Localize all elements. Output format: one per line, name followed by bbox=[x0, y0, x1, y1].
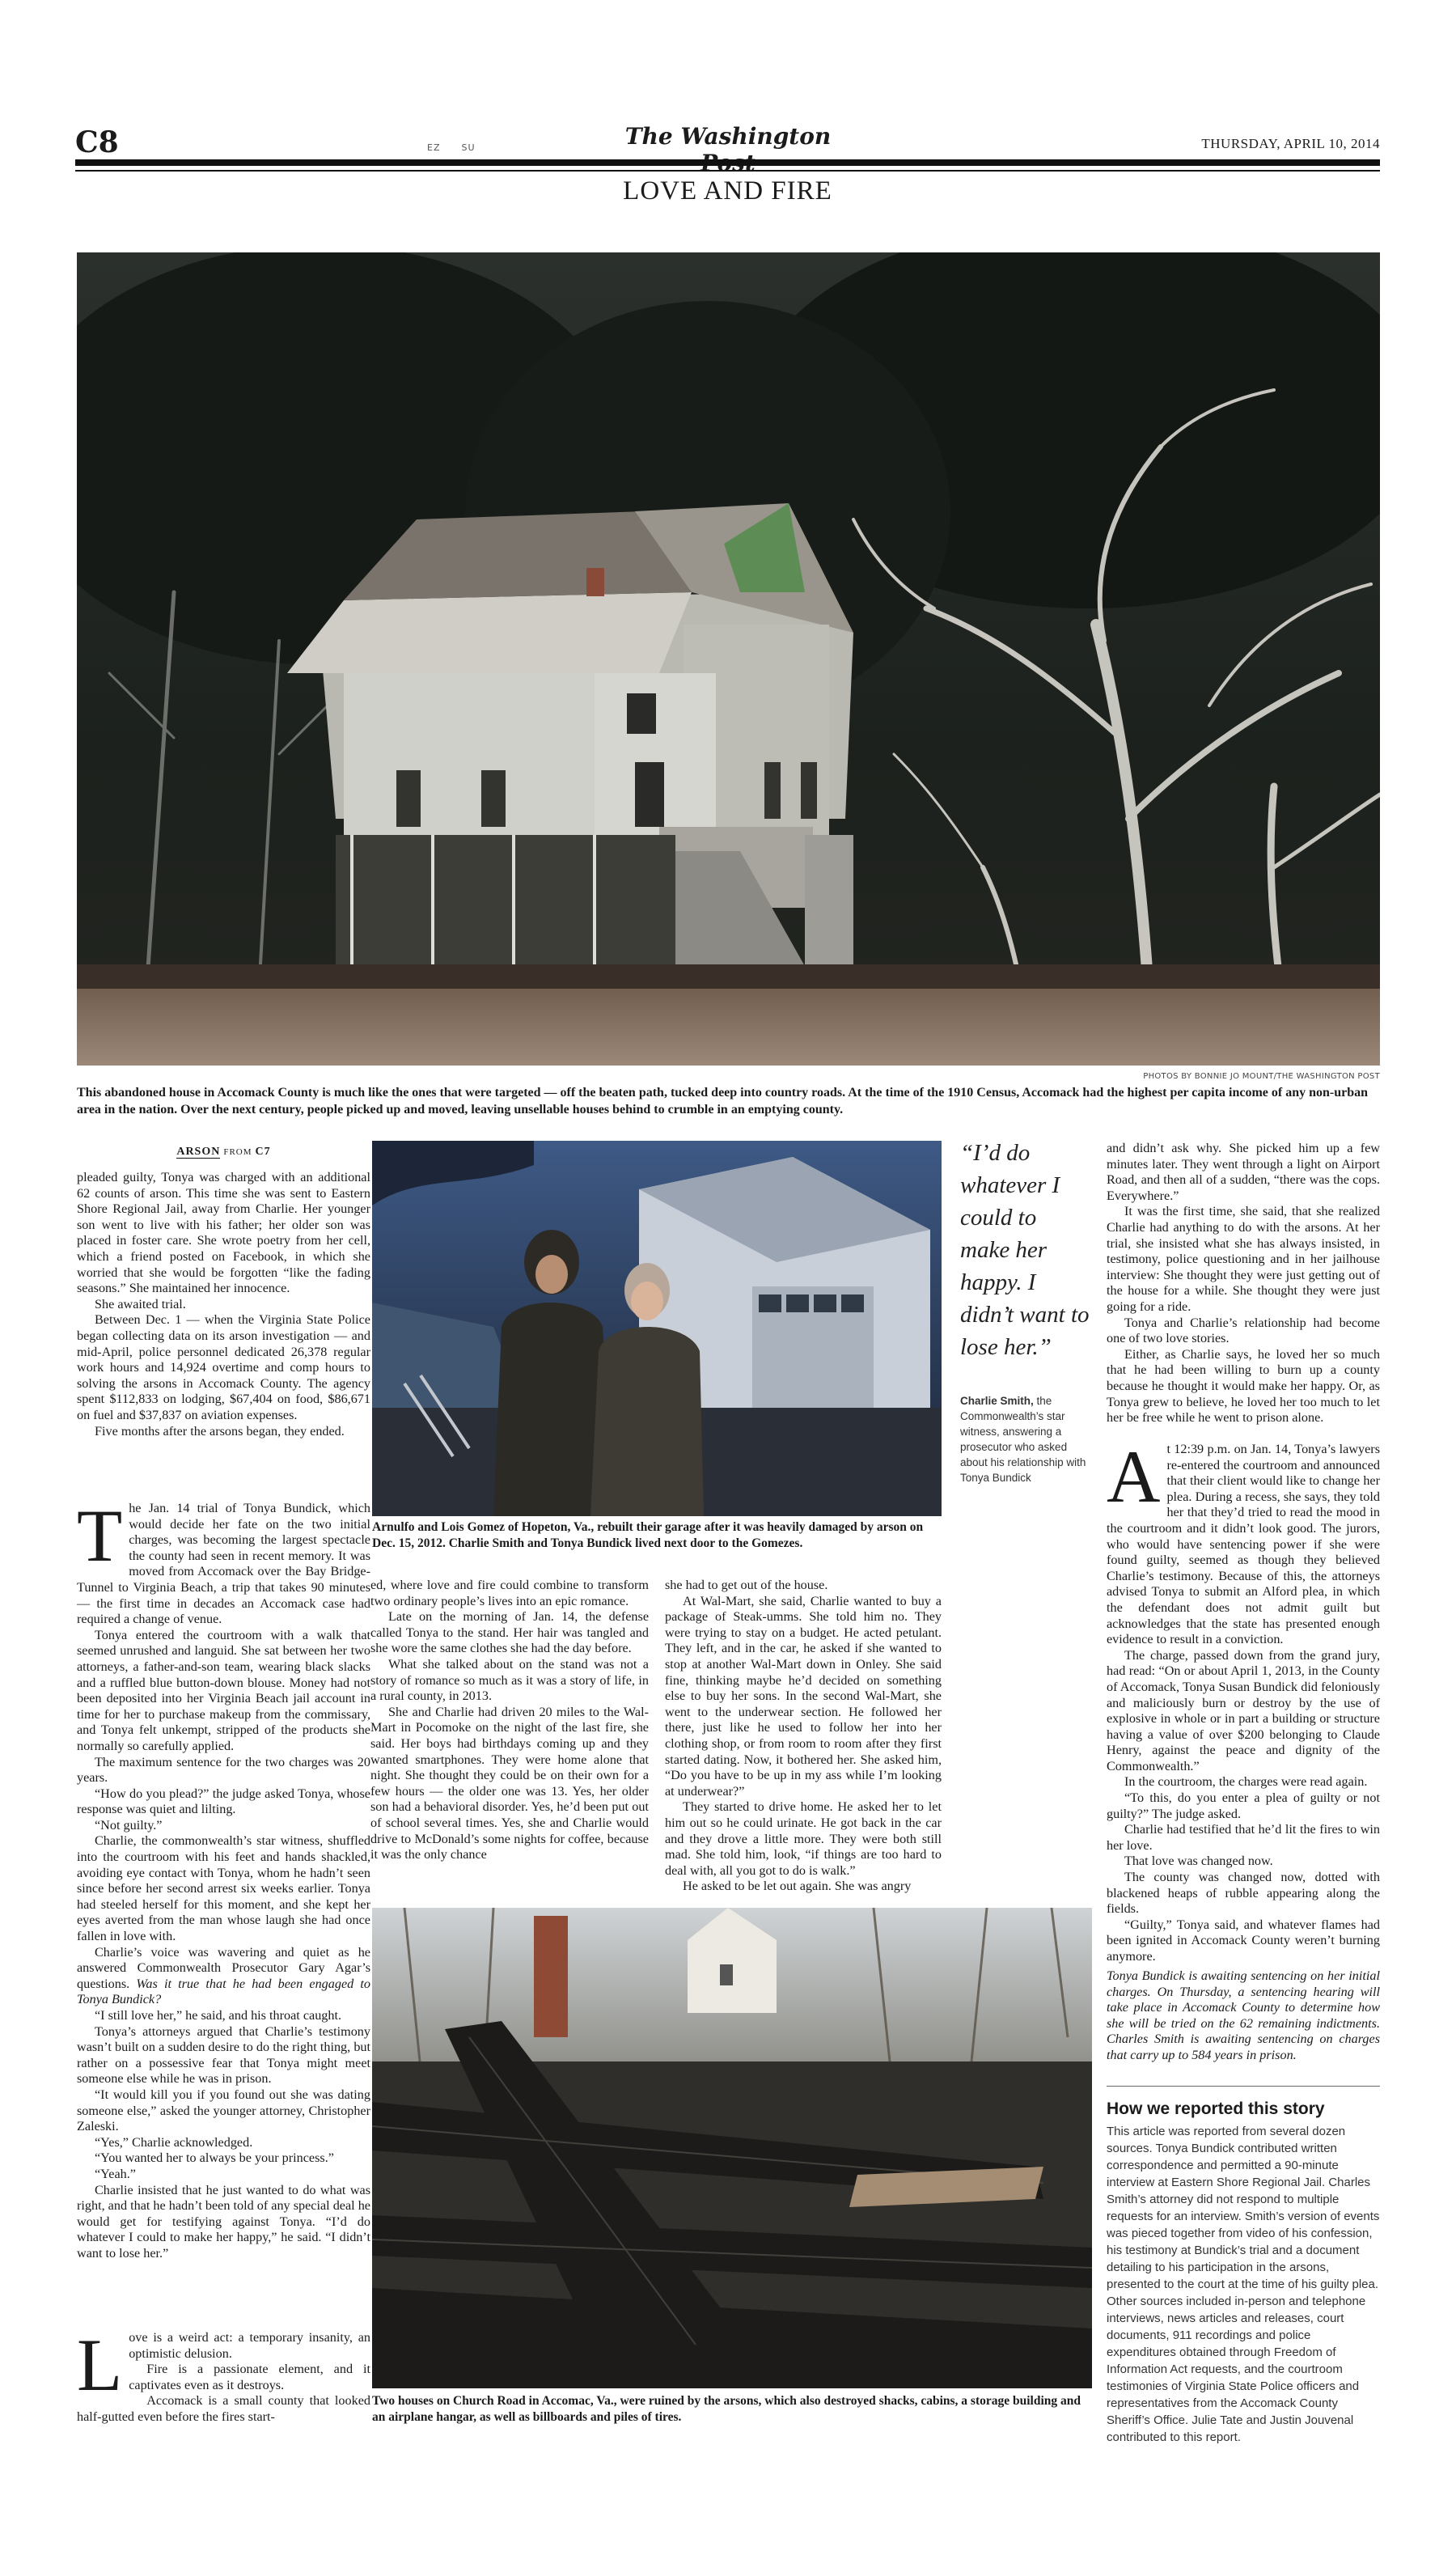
photo-gomez-couple bbox=[372, 1141, 942, 1516]
sentencing-note: Tonya Bundick is awaiting sentencing on her initial charges. On Thursday, a sentencing hearing will take place in Accomack County to determine how she will be tried on the 62 remaining indictments. Charles Smith is awaiting sentencing on charges that carry up to 584 years in prison. bbox=[1107, 1968, 1380, 2062]
jump-word: FROM bbox=[223, 1147, 252, 1157]
paragraph: t 12:39 p.m. on Jan. 14, Tonya’s lawyers re-entered the courtroom and announced that their client would like to change her plea. During a recess, she says, they told her that they’d tried to read the mood in the courtroom and it didn’t look good. The jurors, who would have sentencing power if she were found guilty, seemed as though they believed Charlie’s testimony. Because of this, the attorneys advised Tonya to submit an Alford plea, in which the defendant does not admit guilt but acknowledges that the state has presented enough evidence to result in a conviction. bbox=[1107, 1442, 1380, 1647]
paragraph: Tonya and Charlie’s relationship had become one of two love stories. bbox=[1107, 1315, 1380, 1346]
paragraph: They started to drive home. He asked her to let him out so he could urinate. He got back in the car and they drove a little more. They were both still mad. She told him, look, “if things are too hard to deal with, all you got to do is walk.” bbox=[665, 1799, 942, 1878]
header-rule-thick bbox=[75, 159, 1380, 166]
paragraph: She and Charlie had driven 20 miles to the Wal-Mart in Pocomoke on the night of the last fire, she said. Her boys had birthdays coming up and they wanted smartphones. They were home alone that night. She thought they could be on their own for a few hours — the older one was 13. Yes, her older son had a behavioral disorder. Yes, he’d been put out of school several times. Yes, she and Charlie would drive to McDonald’s some nights for coffee, because it was the only chance bbox=[370, 1704, 649, 1862]
paragraph: and didn’t ask why. She picked him up a few minutes later. They went through a light on Airport Road, and then all of a sudden, “there was the cops. Everywhere.” bbox=[1107, 1141, 1380, 1203]
paragraph: Tonya entered the courtroom with a walk that seemed unrushed and languid. She sat between her two attorneys, a father-and-son team, wearing black slacks and a ruffled blue button-down blouse. Money had not been deposited into her Virginia Beach jail account in time for her to purchase makeup from the commissary, and Tonya felt unkempt, stripped of the products she normally so carefully applied. bbox=[77, 1627, 370, 1753]
pull-quote-desc: the Commonwealth’s star witness, answering a prosecutor who asked about his relationship with Tonya Bundick bbox=[960, 1395, 1086, 1484]
article-col3 bbox=[665, 1578, 942, 1895]
zone-ez: EZ bbox=[427, 142, 441, 153]
paragraph: Charlie’s voice was wavering and quiet as he answered Commonwealth Prosecutor Gary Agar’s questions. bbox=[77, 1944, 370, 1991]
paragraph: pleaded guilty, Tonya was charged with an additional 62 counts of arson. This time she was sent to Eastern Shore Regional Jail, away from Charlie. Her younger son went to live with his father; her older son was placed in foster care. She wrote poetry from her cell, which a friend posted on Facebook, in which she worried that she would be forgotten “like the fading seasons.” She maintained her innocence. bbox=[77, 1170, 370, 1296]
how-we-reported-heading: How we reported this story bbox=[1107, 2100, 1325, 2118]
paragraph: Charlie insisted that he just wanted to do what was right, and that he hadn’t been told of any special deal he would get for testifying against Tonya. “I’d do whatever I could to make her happy,” he said. “I didn’t want to lose her.” bbox=[77, 2182, 370, 2261]
paragraph: He asked to be let out again. She was angry bbox=[683, 1879, 912, 1894]
hero-caption: This abandoned house in Accomack County is much like the ones that were targeted — off the beaten path, tucked deep into country roads. At the time of the 1910 Census, Accomack had the highest per capita income of any non-urban area in the nation. Over the next century, people picked up and moved, leaving unsellable houses behind to crumble in an emptying county. bbox=[77, 1086, 1369, 1117]
paragraph: In the courtroom, the charges were read again. bbox=[1124, 1774, 1368, 1790]
paragraph: “Not guilty.” bbox=[95, 1817, 163, 1833]
paragraph: Charlie had testified that he’d lit the fires to win her love. bbox=[1107, 1822, 1380, 1853]
article-col4-plea bbox=[1107, 1435, 1380, 1965]
article-col4-top bbox=[1107, 1141, 1380, 1426]
divider bbox=[1107, 2086, 1380, 2087]
zone-su: SU bbox=[461, 142, 476, 153]
paragraph: “It would kill you if you found out she was dating someone else,” asked the younger attorney, Christopher Zaleski. bbox=[77, 2087, 370, 2134]
paragraph: ed, where love and fire could combine to transform two ordinary people’s lives into an epic romance. bbox=[370, 1578, 649, 1608]
drop-cap: T bbox=[77, 1494, 123, 1577]
paragraph: ove is a weird act: a temporary insanity, an optimistic delusion. bbox=[129, 2330, 370, 2361]
paragraph: Between Dec. 1 — when the Virginia State Police began collecting data on its arson investigation — and mid-April, police personnel dedicated 26,378 regular work hours and 14,924 overtime and comp hours to solving the arsons in Accomack County. The agency spent $112,833 on lodging, $67,404 on food, $86,671 on fuel and $37,837 on aviation expenses. bbox=[77, 1312, 370, 1422]
photo-burned-ruins bbox=[372, 1908, 1092, 2388]
paragraph: Either, as Charlie says, he loved her so much that he had been willing to burn up a county because he thought it would make her happy. Or, as Tonya grew to believe, he loved her too much to let her be free while he went to prison alone. bbox=[1107, 1346, 1380, 1426]
page-number: C8 bbox=[75, 125, 119, 159]
photo-gomez-caption: Arnulfo and Lois Gomez of Hopeton, Va., rebuilt their garage after it was heavily damaged by arson on Dec. 15, 2012. Charlie Smith and Tonya Bundick lived next door to the Gomezes. bbox=[372, 1520, 924, 1550]
paragraph: Five months after the arsons began, they ended. bbox=[95, 1423, 345, 1439]
paragraph: That love was changed now. bbox=[1124, 1854, 1273, 1869]
paragraph: Late on the morning of Jan. 14, the defense called Tonya to the stand. Her hair was tangled and she wore the same clothes she had the day before. bbox=[370, 1609, 649, 1656]
article-col1-top bbox=[77, 1170, 370, 1439]
paragraph: he Jan. 14 trial of Tonya Bundick, which would decide her fate on the two initial charges, was becoming the largest spectacle the county had seen in recent memory. It was moved from Accomack over the Bay Bridge-Tunnel to Virginia Beach, a trip that takes 90 minutes — the first time in decades an Accomack case had required a change of venue. bbox=[77, 1501, 370, 1627]
paragraph: she had to get out of the house. bbox=[665, 1578, 828, 1592]
jump-page: C7 bbox=[255, 1146, 271, 1158]
paragraph: Accomack is a small county that looked half-gutted even before the fires start- bbox=[77, 2393, 370, 2424]
paragraph: “How do you plead?” the judge asked Tonya, whose response was quiet and lilting. bbox=[77, 1786, 370, 1817]
masthead: The Washington bbox=[624, 123, 832, 150]
paragraph: Tonya’s attorneys argued that Charlie’s testimony wasn’t built on a sudden desire to do the right thing, but rather on a possessive fear that Tonya might meet someone else while he was in prison. bbox=[77, 2023, 370, 2087]
paragraph: “To this, do you enter a plea of guilty or not guilty?” The judge asked. bbox=[1107, 1790, 1380, 1821]
article-col1-love bbox=[77, 2324, 370, 2426]
paragraph: “Yeah.” bbox=[95, 2166, 136, 2181]
house-graphic bbox=[287, 503, 853, 989]
paragraph: “Guilty,” Tonya said, and whatever flames had been ignited in Accomack County weren’t burning anymore. bbox=[1107, 1917, 1380, 1964]
paragraph: At Wal-Mart, she said, Charlie wanted to buy a package of Steak-umms. She told him no. They were trying to stay on a budget. He acted petulant. They left, and in the car, he asked if she wanted to stop at another Wal-Mart down in Onley. She said fine, thinking maybe he’d decided on something else to buy her sons. In the second Wal-Mart, she went to the underwear section. He followed her there, just like he used to follow her into her clothing shop, or from room to room after they first started dating. Now, it bothered her. She asked him, “Do you have to be up in my ass while I’m looking at underwear?” bbox=[665, 1593, 942, 1799]
photo-credit: PHOTOS BY BONNIE JO MOUNT/THE WASHINGTON POST bbox=[1143, 1072, 1380, 1081]
paragraph: The county was changed now, dotted with blackened heaps of rubble appearing along the fields. bbox=[1107, 1870, 1380, 1917]
header-rule-thin bbox=[75, 170, 1380, 172]
issue-date: THURSDAY, APRIL 10, 2014 bbox=[1201, 136, 1380, 151]
edition-zones bbox=[427, 142, 497, 153]
jump-from-story: ARSON bbox=[176, 1146, 221, 1158]
article-col2 bbox=[370, 1578, 649, 1863]
paragraph: The maximum sentence for the two charges was 20 years. bbox=[77, 1754, 370, 1786]
pull-quote: “I’d do whatever I could to make her happy. I didn’t want to lose her.” bbox=[960, 1140, 1090, 1360]
paragraph: It was the first time, she said, that she realized Charlie had anything to do with the arsons. At her trial, she insisted what she has always insisted, in testimony, police questioning and in her jailhouse interview: She thought they were just getting out of the house for a while. She thought they were just going for a ride. bbox=[1107, 1204, 1380, 1314]
photo-ruins-caption: Two houses on Church Road in Accomac, Va., were ruined by the arsons, which also destroyed shacks, cabins, a storage building and an airplane hangar, as well as billboards and piles of tires. bbox=[372, 2394, 1081, 2424]
jump-line bbox=[77, 1146, 370, 1159]
drop-cap: L bbox=[77, 2324, 123, 2406]
pull-quote-attribution bbox=[960, 1393, 1090, 1485]
paragraph: Fire is a passionate element, and it captivates even as it destroys. bbox=[129, 2362, 370, 2392]
section-title: LOVE AND FIRE bbox=[623, 176, 832, 206]
italic-question: Was it true that he had been engaged to Tonya Bundick? bbox=[77, 1976, 370, 2007]
paragraph: What she talked about on the stand was not a story of romance so much as it was a story of life, in a rural county, in 2013. bbox=[370, 1656, 649, 1704]
paragraph: The charge, passed down from the grand jury, had read: “On or about April 1, 2013, in the County of Accomack, Tonya Susan Bundick did feloniously and maliciously burn or destroy by the use of explosive in whole or in part a building or structure having a value of over $200 belonging to Claude Henry, against the peace and dignity of the Commonwealth.” bbox=[1107, 1647, 1380, 1773]
paragraph: She awaited trial. bbox=[95, 1296, 186, 1311]
how-we-reported-body: This article was reported from several dozen sources. Tonya Bundick contributed written correspondence and permitted a 90-minute interview at Eastern Shore Regional Jail. Charles Smith’s attorney did not respond to multiple requests for an interview. Smith’s version of events was pieced together from video of his confession, his testimony at Bundick’s trial and a document detailing to his participation in the arsons, presented to the court at the time of his guilty plea. Other sources included in-person and telephone interviews, news articles and releases, court documents, 911 recordings and police expenditures obtained through Freedom of Information Act requests, and the courtroom testimonies of Virginia State Police officers and representatives from the Accomack County Sheriff’s Office. Julie Tate and Justin Jouvenal contributed to this report. bbox=[1107, 2125, 1380, 2444]
article-col1-trial bbox=[77, 1494, 370, 2262]
paragraph: “You wanted her to always be your princess.” bbox=[95, 2150, 334, 2166]
pull-quote-name: Charlie Smith, bbox=[960, 1395, 1034, 1407]
paragraph: “Yes,” Charlie acknowledged. bbox=[95, 2134, 253, 2150]
drop-cap: A bbox=[1107, 1435, 1161, 1518]
hero-photo-abandoned-house bbox=[77, 252, 1380, 1066]
paragraph: “I still love her,” he said, and his throat caught. bbox=[95, 2008, 342, 2023]
paragraph: Charlie, the commonwealth’s star witness, shuffled into the courtroom with his feet and hands shackled, avoiding eye contact with Tonya, whom he hadn’t seen since before her second arrest six weeks earlier. Tonya had steeled herself for this moment, and she kept her eyes averted from the man whose laugh she had once fallen in love with. bbox=[77, 1833, 370, 1944]
